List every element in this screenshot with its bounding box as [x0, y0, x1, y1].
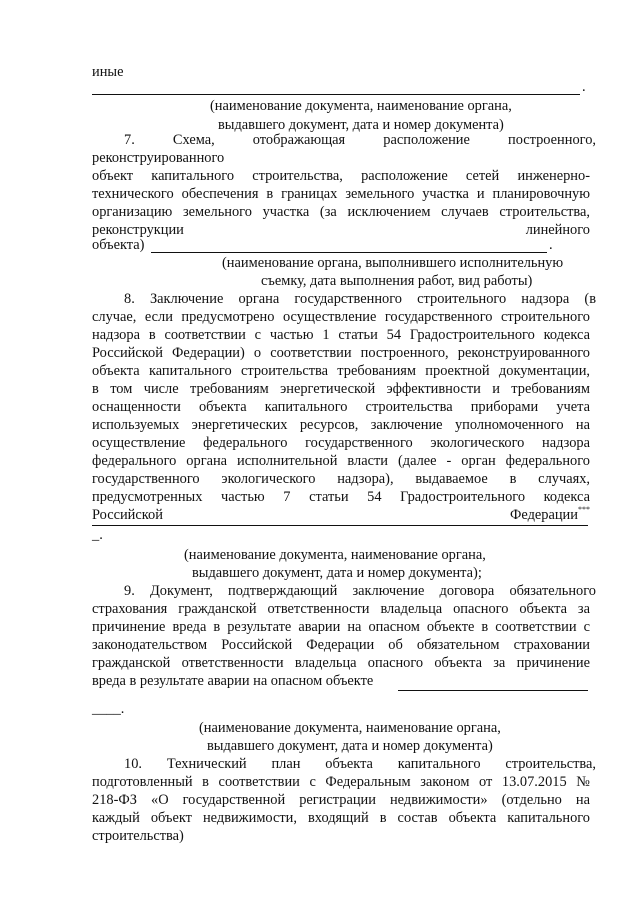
paragraph-line-end	[510, 506, 590, 525]
fill-line	[398, 690, 588, 691]
paragraph-line: объекта капитального строительства требованиям проектной документации,	[92, 363, 590, 379]
caption-line: выдавшего документ, дата и номер документа)	[207, 738, 493, 754]
fill-line-end: .	[582, 79, 586, 95]
paragraph-line: осуществление федерального государственного экологического надзора	[92, 435, 590, 451]
caption-line: (наименование документа, наименование органа,	[199, 720, 501, 736]
paragraph-line: реконструкции линейного	[92, 222, 590, 238]
paragraph-word: Федерации	[510, 507, 578, 523]
paragraph-line: технического обеспечения в границах земельного участка и планировочную	[92, 186, 590, 202]
paragraph-line: предусмотренных частью 7 статьи 54 Градостроительного кодекса	[92, 489, 590, 505]
paragraph-line: Российской Федерации) о соответствии построенного, реконструированного	[92, 345, 590, 361]
paragraph-line: вреда в результате аварии на опасном объекте	[92, 673, 374, 689]
paragraph-line: законодательством Российской Федерации об обязательном страховании	[92, 637, 590, 653]
caption-line: выдавшего документ, дата и номер документа)	[218, 117, 504, 133]
fill-line-end: .	[549, 237, 553, 253]
paragraph-line: организацию земельного участка (за исключением случаев строительства,	[92, 204, 590, 220]
paragraph-line: используемых энергетических ресурсов, заключение уполномоченного на	[92, 417, 590, 433]
paragraph-line: причинение вреда в результате аварии на опасном объекте в соответствии с	[92, 619, 590, 635]
fill-line-end: ____.	[92, 701, 125, 717]
paragraph-line: объекта)	[92, 237, 145, 253]
paragraph-line: случае, если предусмотрено осуществление государственного строительного	[92, 309, 590, 325]
paragraph-line: в том числе требованиям энергетической эффективности и требованиям	[92, 381, 590, 397]
paragraph-line: федерального органа исполнительной власти (далее - орган федерального	[92, 453, 590, 469]
paragraph-line: объект капитального строительства, расположение сетей инженерно-	[92, 168, 590, 184]
paragraph-line: строительства)	[92, 828, 184, 844]
fill-line	[92, 94, 580, 95]
paragraph-line: подготовленный в соответствии с Федеральным законом от 13.07.2015 №	[92, 774, 590, 790]
paragraph-line: надзора в соответствии с частью 1 статьи 54 Градостроительного кодекса	[92, 327, 590, 343]
caption-line: (наименование документа, наименование органа,	[184, 547, 486, 563]
paragraph-line: каждый объект недвижимости, входящий в состав объекта капитального	[92, 810, 590, 826]
paragraph-line: 218-ФЗ «О государственной регистрации недвижимости» (отдельно на	[92, 792, 590, 808]
paragraph-line: страхования гражданской ответственности владельца опасного объекта за	[92, 601, 590, 617]
paragraph-line: 7. Схема, отображающая расположение построенного,	[124, 132, 596, 148]
paragraph-line: 10. Технический план объекта капитального строительства,	[124, 756, 596, 772]
caption-line: съемку, дата выполнения работ, вид работы)	[261, 273, 533, 289]
paragraph-line: гражданской ответственности владельца опасного объекта за причинение	[92, 655, 590, 671]
caption-line: (наименование органа, выполнившего исполнительную	[222, 255, 564, 271]
fill-line-end: _.	[92, 527, 103, 543]
footnote-mark: ***	[577, 505, 590, 514]
paragraph-line: государственного экологического надзора), выдаваемое в случаях,	[92, 471, 590, 487]
caption-line: (наименование документа, наименование органа,	[210, 98, 512, 114]
fill-line	[92, 525, 588, 526]
top-word: иные	[92, 64, 124, 80]
paragraph-line: 9. Документ, подтверждающий заключение договора обязательного	[124, 583, 596, 599]
paragraph-line: 8. Заключение органа государственного строительного надзора (в	[124, 291, 596, 307]
fill-line	[151, 252, 547, 253]
paragraph-line: Российской	[92, 507, 163, 523]
paragraph-line: реконструированного	[92, 150, 225, 166]
paragraph-line: оснащенности объекта капитального строительства приборами учета	[92, 399, 590, 415]
caption-line: выдавшего документ, дата и номер документа);	[192, 565, 482, 581]
